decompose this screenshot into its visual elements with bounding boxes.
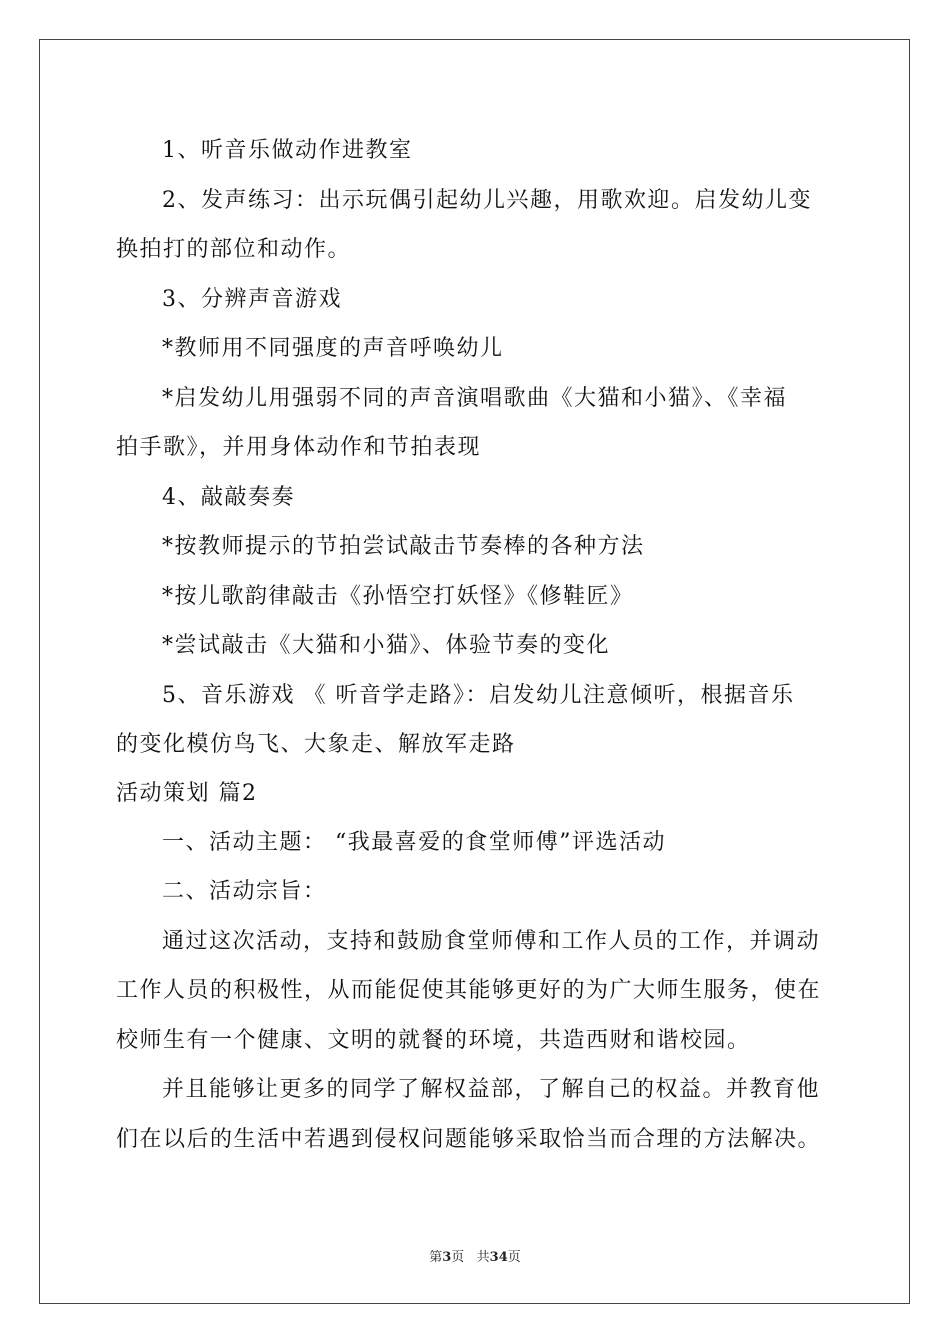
list-item-3: 3、分辨声音游戏 — [162, 286, 342, 312]
list-item-5-continued: 的变化模仿鸟飞、大象走、解放军走路 — [116, 732, 516, 757]
paragraph-line: 工作人员的积极性，从而能促使其能够更好的为广大师生服务，使在 — [116, 978, 822, 1003]
list-item-2-continued: 换拍打的部位和动作。 — [116, 237, 352, 262]
sub-item: *按教师提示的节拍尝试敲击节奏棒的各种方法 — [162, 534, 645, 559]
paragraph-line: 通过这次活动，支持和鼓励食堂师傅和工作人员的工作，并调动 — [162, 928, 821, 954]
list-item-2: 2、发声练习：出示玩偶引起幼儿兴趣，用歌欢迎。启发幼儿变 — [162, 187, 812, 213]
list-item-5: 5、音乐游戏 《 听音学走路》：启发幼儿注意倾听，根据音乐 — [162, 682, 795, 708]
sub-item: *启发幼儿用强弱不同的声音演唱歌曲《大猫和小猫》、《幸福 — [162, 385, 788, 411]
document-body — [116, 126, 836, 1164]
sub-item: *教师用不同强度的声音呼唤幼儿 — [162, 336, 504, 361]
page-footer — [0, 1246, 950, 1265]
sub-item: *尝试敲击《大猫和小猫》、体验节奏的变化 — [162, 633, 611, 658]
paragraph-line: 校师生有一个健康、文明的就餐的环境，共造西财和谐校园。 — [116, 1027, 751, 1053]
list-item-4: 4、敲敲奏奏 — [162, 484, 295, 510]
activity-theme: 一、活动主题： “我最喜爱的食堂师傅”评选活动 — [162, 829, 666, 855]
footer-suffix: 页 — [507, 1250, 521, 1265]
section-heading: 活动策划 篇2 — [116, 780, 258, 806]
footer-prefix: 第 — [429, 1250, 443, 1265]
paragraph-line: 并且能够让更多的同学了解权益部，了解自己的权益。并教育他 — [162, 1077, 821, 1102]
sub-item-continued: 拍手歌》，并用身体动作和节拍表现 — [116, 435, 482, 460]
activity-purpose-heading: 二、活动宗旨： — [162, 879, 327, 904]
footer-page-number: 3 — [442, 1250, 452, 1265]
list-item-1: 1、听音乐做动作进教室 — [162, 138, 413, 163]
footer-mid: 页 共 — [451, 1250, 490, 1265]
paragraph-line: 们在以后的生活中若遇到侵权问题能够采取恰当而合理的方法解决。 — [116, 1126, 822, 1152]
footer-total-pages: 34 — [489, 1250, 508, 1265]
sub-item: *按儿歌韵律敲击《孙悟空打妖怪》《修鞋匠》 — [162, 583, 634, 609]
